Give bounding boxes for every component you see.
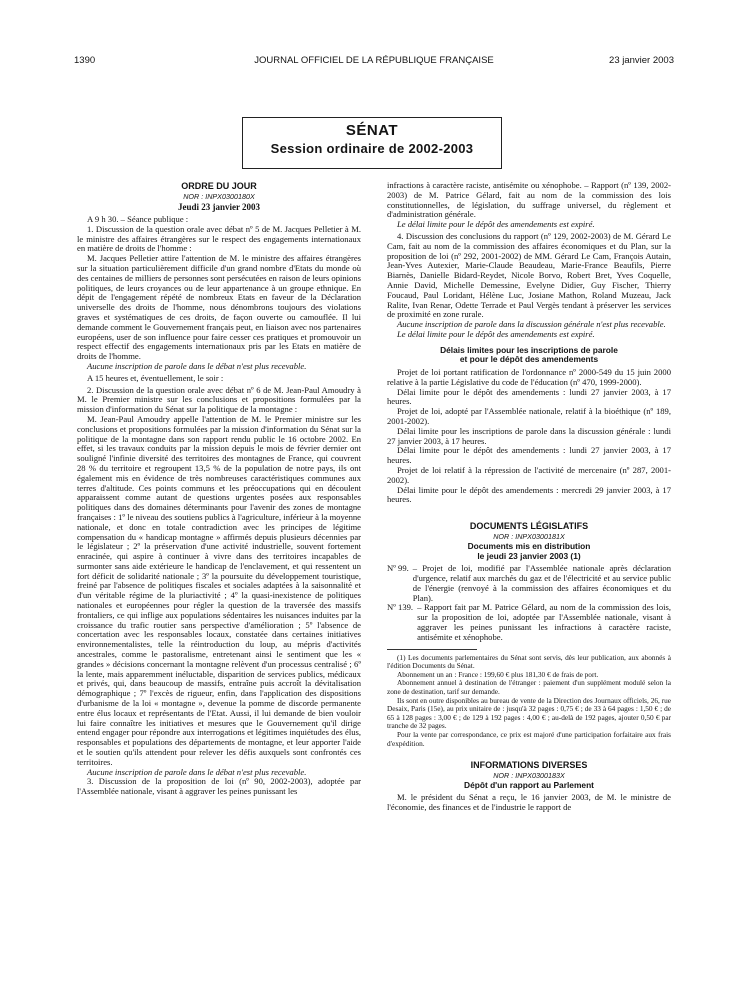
- agenda-item-2: 2. Discussion de la question orale avec débat nº 6 de M. Jean-Paul Amoudry à M. le Premier ministre sur les conclusions et propositions formulées par la mission d'information du Sénat sur la politique de la montagne :: [77, 384, 361, 415]
- footnote-divider: [387, 649, 477, 650]
- right-column: [387, 181, 671, 812]
- title-senat: SÉNAT: [345, 122, 399, 139]
- footnote-subscription-abroad: Abonnement annuel à destination de l'étranger : paiement d'un supplément modulé selon la zone de destination, tarif sur demande.: [387, 678, 671, 697]
- journal-title: JOURNAL OFFICIEL DE LA RÉPUBLIQUE FRANÇAISE: [254, 55, 494, 66]
- title-box: [242, 117, 502, 169]
- page-number: 1390: [74, 55, 96, 66]
- footnote-1: (1) Les documents parlementaires du Sénat sont servis, dès leur publication, aux abonnés à l'édition Documents du Sénat.: [387, 652, 671, 671]
- section-heading-documents: DOCUMENTS LÉGISLATIFS: [469, 521, 589, 532]
- page-header: [74, 55, 674, 71]
- deadline-amendments-2: Délai limite pour le dépôt des amendements : lundi 27 janvier 2003, à 17 heures.: [387, 445, 671, 466]
- footnote-unit-prices: Ils sont en outre disponibles au bureau de vente de la Direction des Journaux officiels, 26, rue Desaix, Paris (15e), au prix unitaire de : jusqu'à 32 pages : 0,75 € ; de 33 à 64 pages : 1,50 € ; de 65 à 128 pages : 3,00 € ; de 129 à 192 pages : 4,00 € ; au-delà de 192 pages, ajouter 0,50 € par tranche de 32 pages.: [387, 695, 671, 731]
- footnote-mail-order: Pour la vente par correspondance, ce prix est majoré d'une participation forfaitaire aux frais d'expédition.: [387, 730, 671, 748]
- deadline-bill-1: Projet de loi portant ratification de l'ordonnance nº 2000-549 du 15 juin 2000 relative à la partie Législative du code de l'éducation (nº 470, 1999-2000).: [387, 366, 671, 387]
- subheading-documents-distributed: Documents mis en distribution le jeudi 23 janvier 2003 (1): [467, 541, 591, 561]
- nor-reference-3: NOR : INPX0300183X: [493, 771, 565, 781]
- time-slot-afternoon: A 15 heures et, éventuellement, le soir :: [87, 372, 224, 383]
- question-text-1: M. Jacques Pelletier attire l'attention de M. le ministre des affaires étrangères sur la situation particulièrement difficile d'un grand nombre d'Etats du monde où des centaines de milliers de personnes sont persécutées en raison de leurs opinions politiques, de leurs croyances ou de leur appartenance à un groupe ethnique. En dépit de l'engagement répété de nombreux Etats en faveur de la Déclaration universelle des droits de l'homme, nous dénombrons toujours des violations graves et systématiques de ces droits, de façon ouverte ou camouflée. Il lui demande comment le Gouvernement français peut, en liaison avec nos partenaires européens, user de son influence pour faire cesser ces pratiques et promouvoir un respect effectif des engagements internationaux pris par les Etats en matière de droits de l'homme.: [77, 253, 361, 362]
- document-number: Nº 99.: [387, 563, 409, 574]
- subheading-report-filing: Dépôt d'un rapport au Parlement: [464, 780, 594, 791]
- agenda-item-3-continued: infractions à caractère raciste, antisémite ou xénophobe. – Rapport (nº 139, 2002-2003) de M. Patrice Gélard, fait au nom de la commission des lois constitutionnelles, de législation, du suffrage universel, du règlement et d'administration générale.: [387, 180, 671, 220]
- time-slot-morning: A 9 h 30. – Séance publique :: [87, 214, 189, 224]
- nor-reference-2: NOR : INPX0300181X: [493, 532, 565, 542]
- note-no-registration-1: Aucune inscription de parole dans le débat n'est plus recevable.: [87, 360, 307, 371]
- deadline-registration-2: Délai limite pour les inscriptions de parole dans la discussion générale : lundi 27 janvier 2003, à 17 heures.: [387, 425, 671, 446]
- deadline-bill-2: Projet de loi, adopté par l'Assemblée nationale, relatif à la bioéthique (nº 189, 2001-2002).: [387, 406, 671, 426]
- deadline-amendments-3: Délai limite pour le dépôt des amendements : mercredi 29 janvier 2003, à 17 heures.: [387, 484, 671, 505]
- document-entry-99: [387, 564, 671, 603]
- section-heading-ordre-du-jour: ORDRE DU JOUR: [181, 181, 257, 191]
- question-text-2: M. Jean-Paul Amoudry appelle l'attention de M. le Premier ministre sur les conclusions et propositions formulées par la mission d'information du Sénat sur la politique de la montagne dans son rapport rendu public le 16 octobre 2002. En effet, si les travaux conduits par la mission depuis le mois de février dernier ont souligné l'infinie diversité des territoires des montagnes de France, qui couvrent 28 % du territoire et regroupent 13,5 % de la population de notre pays, ils ont également mis en évidence de très nombreuses caractéristiques communes aux terres d'altitude. Ces points communs et les préoccupations qui en découlent apparaissent comme autant de questions urgentes posées aux responsables politiques dans des domaines déterminants pour l'avenir des zones de montagne françaises : 1º le niveau des soutiens publics à l'agriculture, inférieur à la moyenne nationale, et donc en totale contradiction avec les principes de légitime compensation du « handicap montagne » affirmés depuis plusieurs décennies par le législateur ; 2º la préservation d'une activité industrielle, souvent fortement enracinée, qui aspire à continuer à vivre dans des territoires incapables de surmonter sans aide extérieure le handicap de l'enclavement, et qui ressentent un fort déficit de solidarité nationale ; 3º la poursuite du développement touristique, freiné par l'absence de politiques fiscales et sociales adaptées à la saisonnalité et d'un véritable régime de la pluriactivité ; 4º la quasi-inexistence de politiques nationales et européennes pour régler la question de la traversée des massifs frontaliers, ce qui inflige aux populations sédentaires les nuisances induites par la croissance du trafic routier sans perspective d'amélioration ; 5º l'absence de concertation avec les responsables locaux, constatée dans certaines initiatives environnementalistes, telle la réintroduction du loup, au mépris d'activités ancestrales, comme le pastoralisme, entretenant ainsi le sentiment que les « grandes » décisions concernant la montagne relèvent d'un processus centralisé ; 6º la lente, mais apparemment inéluctable, disparition de services publics, médicaux et privés, qui, dans beaucoup de massifs, entraîne puis accroît la dévitalisation démographique ; 7º l'excès de rigueur, enfin, dans l'application des dispositions d'urbanisme de la loi « montagne », devenue la pomme de discorde permanente entre élus locaux et représentants de l'Etat. Aussi, il lui demande de bien vouloir lui faire connaître les initiatives et mesures que le Gouvernement qu'il dirige entend engager pour répondre aux interrogations et légitimes inquiétudes des élus, responsables et populations des départements de montagne, et leur apporter l'aide et le soutien qu'ils attendent pour relever les défis auxquels sont confrontés ces territoires.: [77, 413, 361, 767]
- nor-reference: NOR : INPX0300180X: [183, 192, 255, 201]
- subheading-deadlines: Délais limites pour les inscriptions de parole et pour le dépôt des amendements: [440, 344, 618, 365]
- deadline-bill-3: Projet de loi relatif à la répression de l'activité de mercenaire (nº 287, 2001-2002).: [387, 464, 671, 485]
- footnote-subscription-france: Abonnement un an : France : 199,60 € plus 181,30 € de frais de port.: [397, 669, 599, 679]
- note-amendments-expired-2: Le délai limite pour le dépôt des amendements est expiré.: [397, 328, 595, 339]
- document-description: – Projet de loi, modifié par l'Assemblée nationale après déclaration d'urgence, relatif aux marchés du gaz et de l'électricité et au service public de l'énergie (renvoyé à la commission des affaires économiques et du Plan).: [412, 563, 671, 603]
- session-subtitle: Session ordinaire de 2002-2003: [270, 141, 474, 156]
- left-column: [77, 181, 361, 797]
- agenda-item-4: 4. Discussion des conclusions du rapport (nº 129, 2002-2003) de M. Gérard Le Cam, fait au nom de la commission des affaires économiques et du Plan, sur la proposition de loi (nº 292, 2001-2002) de MM. Gérard Le Cam, François Autain, Jean-Yves Autexier, Marie-Claude Beaudeau, Marie-France Beaufils, Pierre Biarnès, Danielle Bidard-Reydet, Nicole Borvo, Robert Bret, Yves Coquelle, Annie David, Michelle Demessine, Evelyne Didier, Guy Fischer, Thierry Foucaud, Paul Loridant, Hélène Luc, Josiane Mathon, Roland Muzeau, Jack Ralite, Ivan Renar, Odette Terrade et Paul Vergès tendant à préserver les services de proximité en zone rurale.: [387, 230, 671, 320]
- section-heading-informations: INFORMATIONS DIVERSES: [470, 760, 588, 771]
- issue-date: 23 janvier 2003: [609, 55, 674, 66]
- document-description: – Rapport fait par M. Patrice Gélard, au nom de la commission des lois, sur la proposition de loi, adoptée par l'Assemblée nationale, visant à aggraver les peines punissant les infractions à caractère raciste, antisémite et xénophobe.: [417, 602, 671, 642]
- note-amendments-expired-1: Le délai limite pour le dépôt des amendements est expiré.: [397, 219, 595, 230]
- note-no-registration-3: Aucune inscription de parole dans la discussion générale n'est plus recevable.: [397, 319, 666, 330]
- note-no-registration-2: Aucune inscription de parole dans le débat n'est plus recevable.: [87, 766, 307, 777]
- agenda-date: Jeudi 23 janvier 2003: [177, 202, 261, 212]
- deadline-amendments-1: Délai limite pour le dépôt des amendements : lundi 27 janvier 2003, à 17 heures.: [387, 386, 671, 407]
- agenda-item-1: 1. Discussion de la question orale avec débat nº 5 de M. Jacques Pelletier à M. le ministre des affaires étrangères sur le respect des engagements internationaux en matière de droits de l'homme :: [77, 223, 361, 254]
- document-entry-139: [387, 603, 671, 642]
- report-filing-text: M. le président du Sénat a reçu, le 16 janvier 2003, de M. le ministre de l'économie, des finances et de l'industrie le rapport de: [387, 791, 671, 812]
- document-number: Nº 139.: [387, 602, 414, 613]
- agenda-item-3: 3. Discussion de la proposition de loi (nº 90, 2002-2003), adoptée par l'Assemblée nationale, visant à aggraver les peines punissant les: [77, 776, 361, 797]
